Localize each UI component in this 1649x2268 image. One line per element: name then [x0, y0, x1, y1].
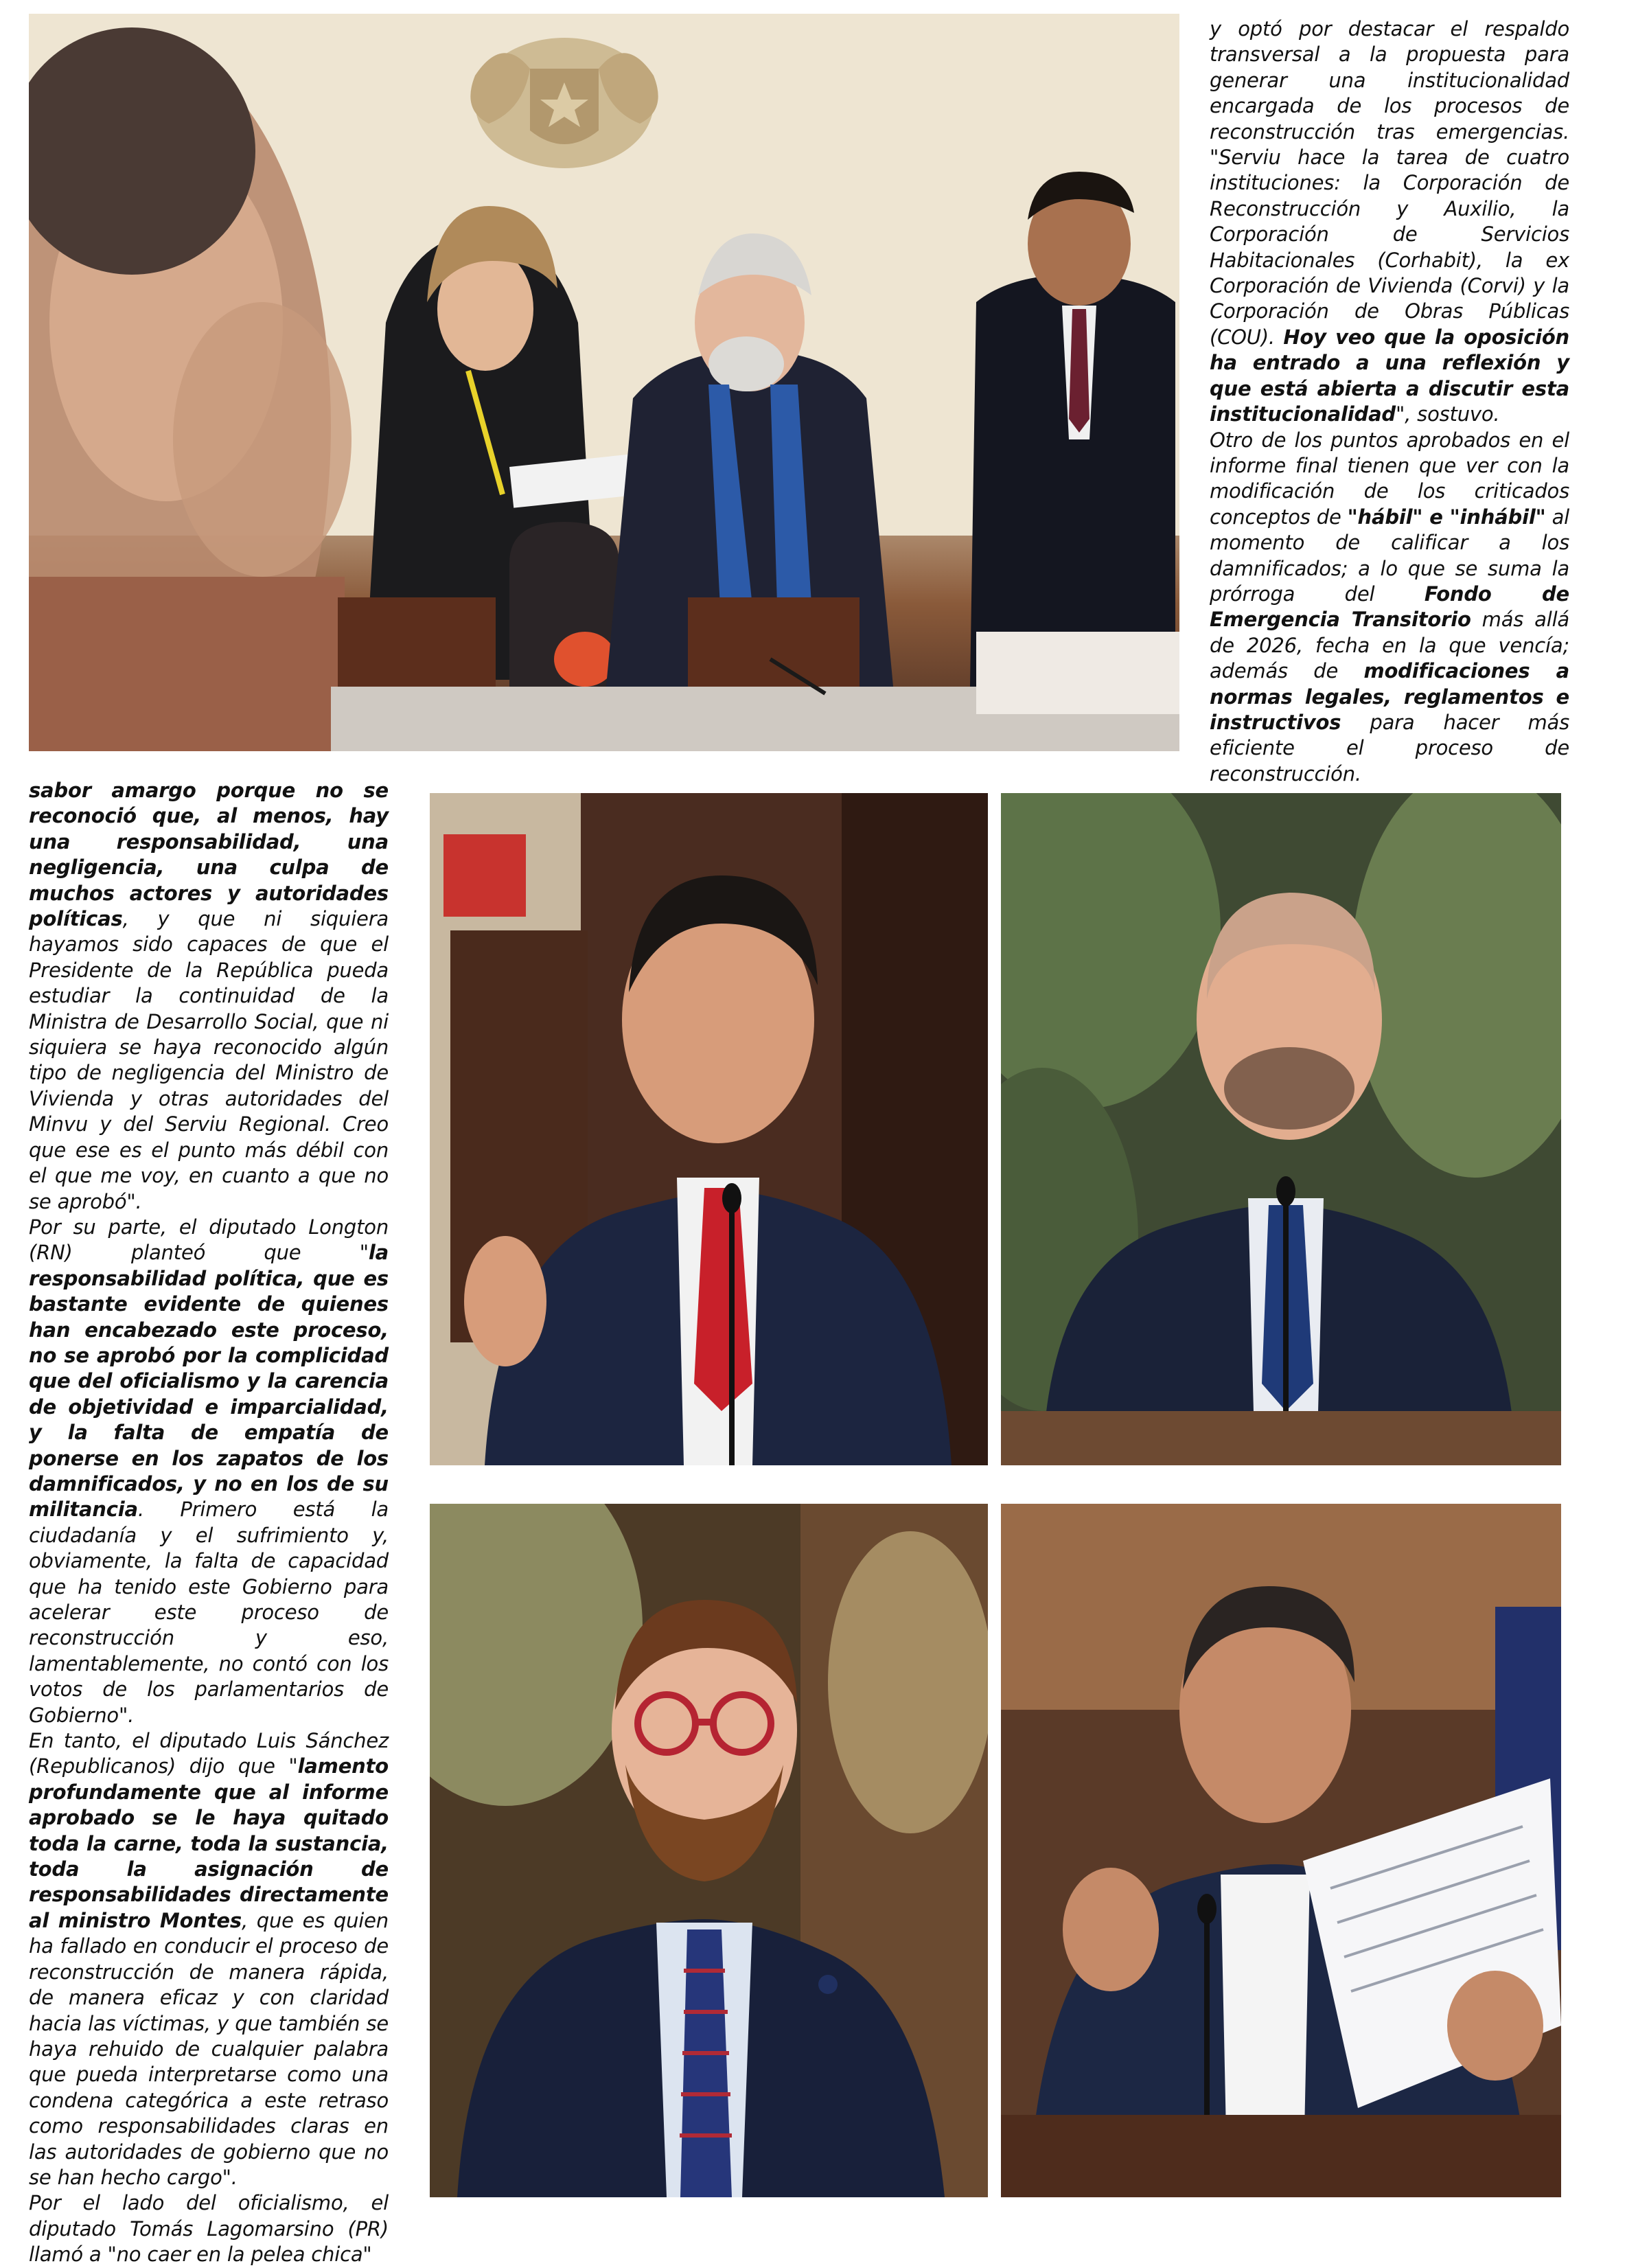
- meeting-photo: [29, 14, 1179, 751]
- article-paragraph-right: y optó por destacar el respaldo transversal a la propuesta para generar una institucionalidad encargada de los procesos de reconstrucción tras emergencias. "Serviu hace la tarea de cuatro instituciones: la Corporación de Reconstrucción y Auxilio, la Corporación de Servicios Habitacionales (Corhabit), la ex Corporación de Vivienda (Corvi) y la Corporación de Obras Públicas (COU). Hoy veo que la oposición ha entrado a una reflexión y que está abierta a discutir esta institucionalidad", sostuvo. Otro de los puntos aprobados en el informe final tienen que ver con la modificación de los criticados conceptos de "hábil" e "inhábil" al momento de calificar a los damnificados; a lo que se suma la prórroga del Fondo de Emergencia Transitorio más allá de 2026, fecha en la que vencía; además de modificaciones a normas legales, reglamentos e instructivos para hacer más eficiente el proceso de reconstrucción.: [1210, 17, 1569, 786]
- deputy-glasses-photo: [430, 1504, 988, 2197]
- deputy-document-photo: [1001, 1504, 1561, 2197]
- deputy-blue-tie-photo: [1001, 793, 1561, 1465]
- deputy-red-tie-photo: [430, 793, 988, 1465]
- article-paragraph-left: sabor amargo porque no se reconoció que, al menos, hay una responsabilidad, una negligencia, una culpa de muchos actores y autoridades políticas, y que ni siquiera hayamos sido capaces de que el Presidente de la República pueda estudiar la continuidad de la Ministra de Desarrollo Social, que ni siquiera se haya reconocido algún tipo de negligencia del Ministro de Vivienda y otras autoridades del Minvu y del Serviu Regional. Creo que ese es el punto más débil con el que me voy, en cuanto a que no se aprobó". Por su parte, el diputado Longton (RN) planteó que "la responsabilidad política, que es bastante evidente de quienes han encabezado este proceso, no se aprobó por la complicidad que del oficialismo y la carencia de objetividad e imparcialidad, y la falta de empatía de ponerse en los zapatos de los damnificados, y no en los de su militancia. Primero está la ciudadanía y el sufrimiento y, obviamente, la falta de capacidad que ha tenido este Gobierno para acelerar este proceso de reconstrucción y eso, lamentablemente, no contó con los votos de los parlamentarios de Gobierno". En tanto, el diputado Luis Sánchez (Republicanos) dijo que "lamento profundamente que al informe aprobado se le haya quitado toda la carne, toda la sustancia, toda la asignación de responsabilidades directamente al ministro Montes, que es quien ha fallado en conducir el proceso de reconstrucción de manera rápida, de manera eficaz y con claridad hacia las víctimas, y que también se haya rehuido de cualquier palabra que pueda interpretarse como una condena categórica a este retraso como responsabilidades claras en las autoridades de gobierno que no se han hecho cargo". Por el lado del oficialismo, el diputado Tomás Lagomarsino (PR) llamó a "no caer en la pelea chica": [29, 779, 389, 2267]
- article-column-right: [1210, 16, 1569, 787]
- article-column-left: [29, 778, 389, 2268]
